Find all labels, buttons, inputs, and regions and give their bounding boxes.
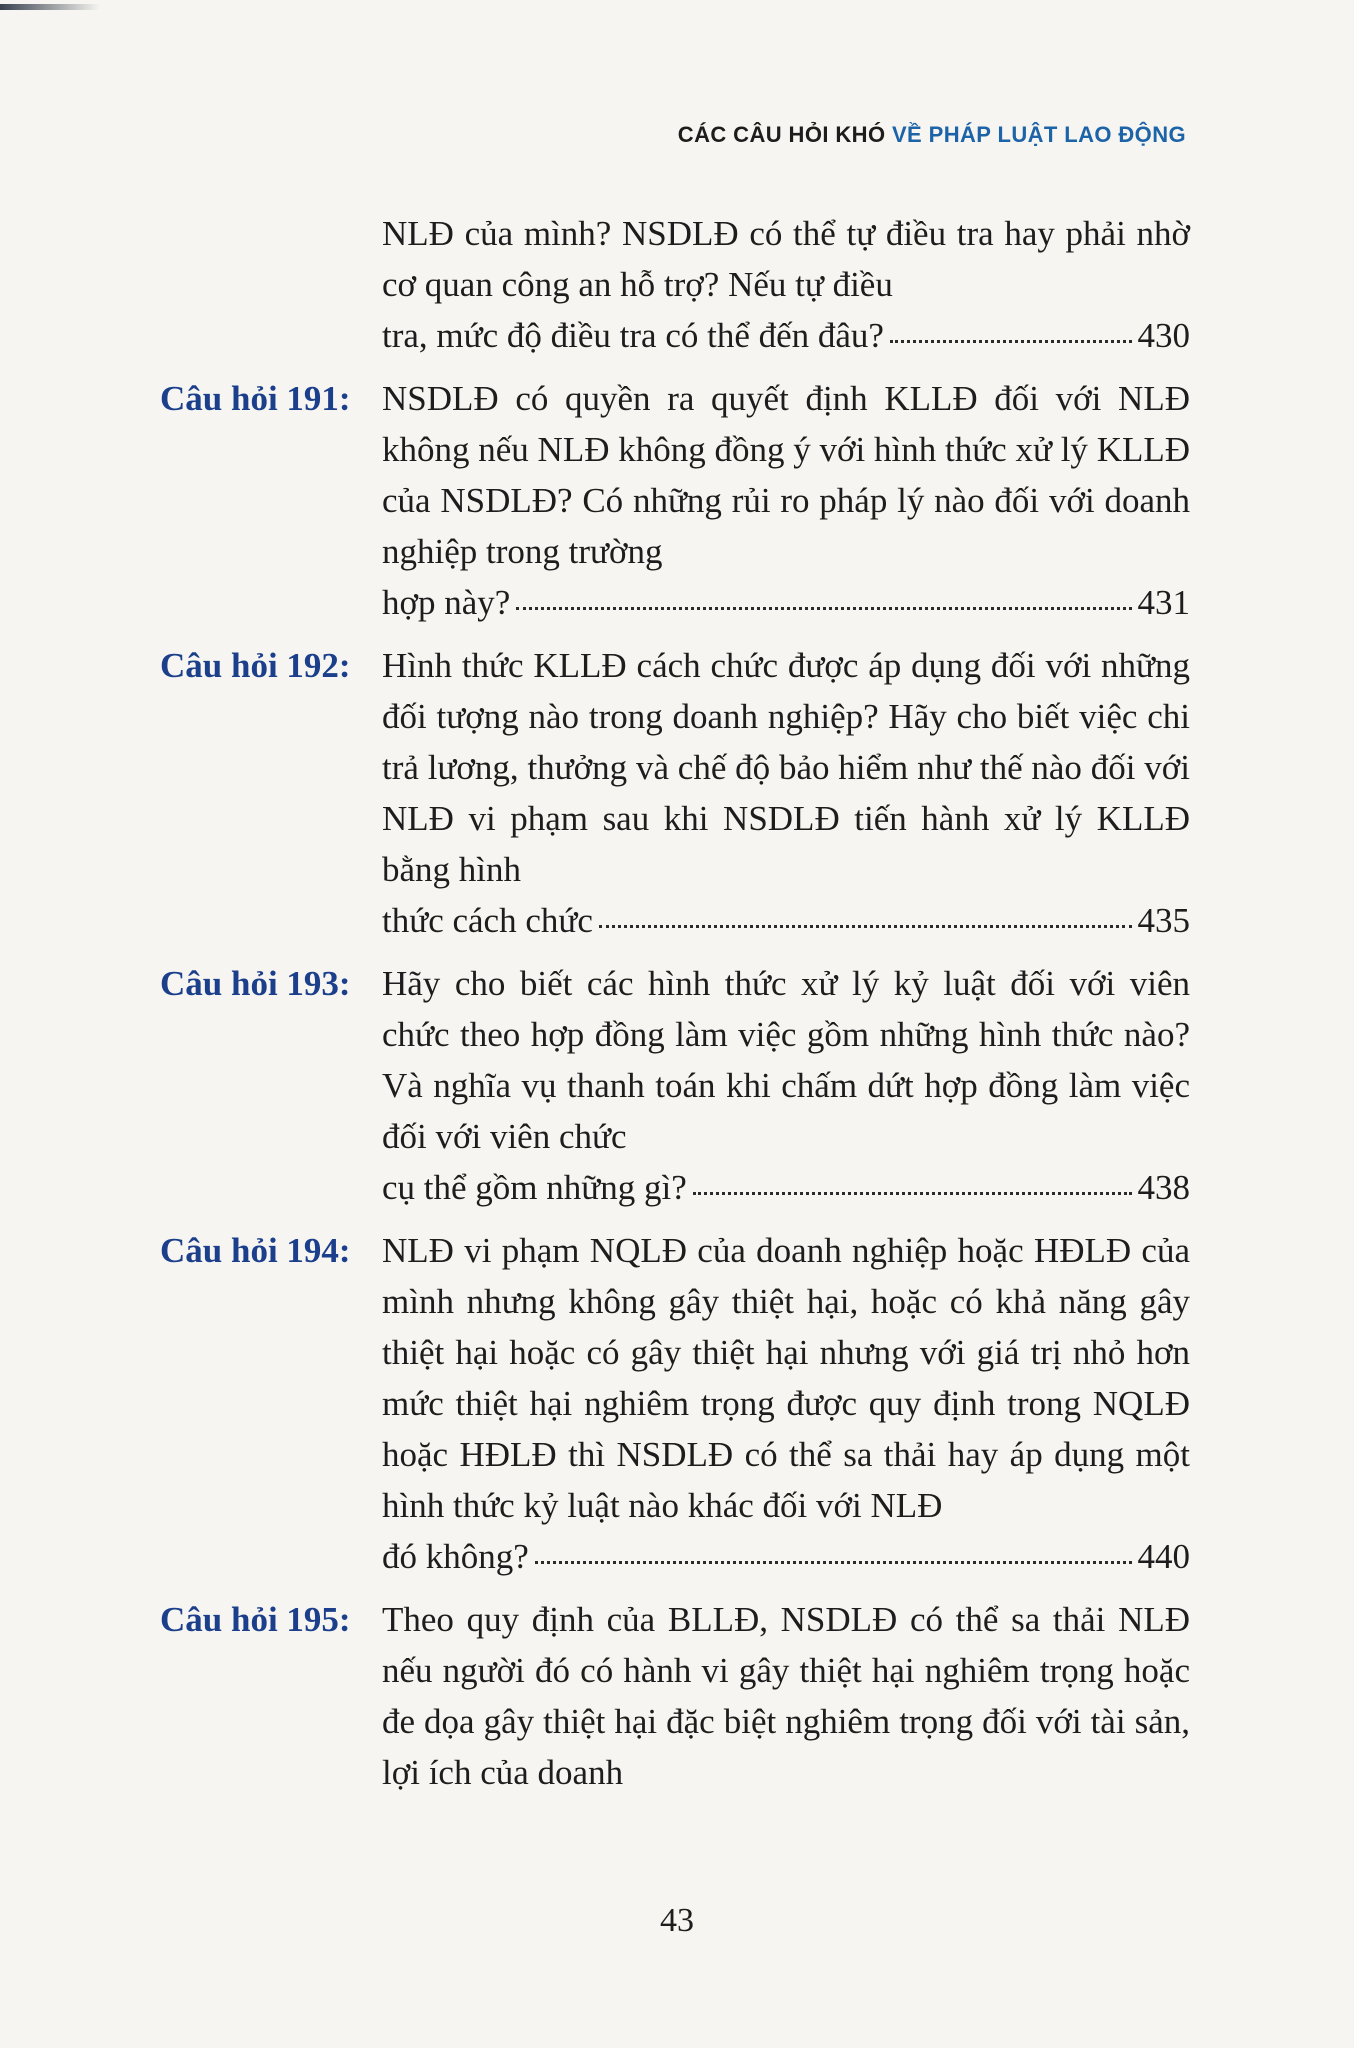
toc-entry bbox=[160, 373, 1190, 628]
running-header-part1: CÁC CÂU HỎI KHÓ bbox=[677, 122, 886, 147]
toc-entry-label: Câu hỏi 192: bbox=[160, 646, 351, 685]
toc-entry-last-line: hợp này? bbox=[382, 583, 511, 622]
corner-mark bbox=[0, 4, 100, 10]
toc-entry-last-line: đó không? bbox=[382, 1537, 529, 1576]
toc-entry-page: 431 bbox=[1137, 583, 1190, 622]
toc-entry-label bbox=[160, 208, 382, 361]
dot-leader bbox=[693, 1192, 1132, 1195]
toc-entry-label: Câu hỏi 194: bbox=[160, 1231, 351, 1270]
toc-entry bbox=[160, 640, 1190, 946]
toc-list bbox=[160, 208, 1190, 1810]
toc-entry-last-line: tra, mức độ điều tra có thể đến đâu? bbox=[382, 316, 884, 355]
running-header-part2: VỀ PHÁP LUẬT LAO ĐỘNG bbox=[891, 122, 1186, 147]
dot-leader bbox=[516, 607, 1131, 610]
toc-entry-page: 430 bbox=[1137, 316, 1190, 355]
running-header bbox=[678, 122, 1186, 148]
toc-entry-text: Hình thức KLLĐ cách chức được áp dụng đối với những đối tượng nào trong doanh nghiệp? Hãy cho biết việc chi trả lương, thưởng và chế độ bảo hiểm như thế nào đối với NLĐ vi phạm sau khi NSDLĐ tiến hành xử lý KLLĐ bằng hình bbox=[382, 646, 1190, 889]
toc-entry-last-line: cụ thể gồm những gì? bbox=[382, 1168, 687, 1207]
dot-leader bbox=[535, 1561, 1132, 1564]
toc-entry bbox=[160, 1225, 1190, 1582]
toc-entry-text: NSDLĐ có quyền ra quyết định KLLĐ đối với NLĐ không nếu NLĐ không đồng ý với hình thức xử lý KLLĐ của NSDLĐ? Có những rủi ro pháp lý nào đối với doanh nghiệp trong trường bbox=[382, 379, 1190, 571]
toc-entry-text: Theo quy định của BLLĐ, NSDLĐ có thể sa thải NLĐ nếu người đó có hành vi gây thiệt hại nghiêm trọng hoặc đe dọa gây thiệt hại đặc biệt nghiêm trọng đối với tài sản, lợi ích của doanh bbox=[382, 1600, 1190, 1792]
toc-entry bbox=[160, 208, 1190, 361]
toc-entry-label: Câu hỏi 195: bbox=[160, 1600, 351, 1639]
toc-entry-text: Hãy cho biết các hình thức xử lý kỷ luật đối với viên chức theo hợp đồng làm việc gồm những hình thức nào? Và nghĩa vụ thanh toán khi chấm dứt hợp đồng làm việc đối với viên chức bbox=[382, 964, 1190, 1156]
toc-entry-page: 440 bbox=[1137, 1537, 1190, 1576]
toc-entry-label: Câu hỏi 191: bbox=[160, 379, 351, 418]
dot-leader bbox=[599, 925, 1132, 928]
toc-entry-text: NLĐ của mình? NSDLĐ có thể tự điều tra hay phải nhờ cơ quan công an hỗ trợ? Nếu tự điều bbox=[382, 214, 1190, 304]
toc-entry bbox=[160, 958, 1190, 1213]
page-number: 43 bbox=[660, 1902, 694, 1939]
toc-entry-page: 435 bbox=[1137, 901, 1190, 940]
toc-entry-last-line: thức cách chức bbox=[382, 901, 593, 940]
dot-leader bbox=[890, 340, 1132, 343]
toc-entry-text: NLĐ vi phạm NQLĐ của doanh nghiệp hoặc HĐLĐ của mình nhưng không gây thiệt hại, hoặc có khả năng gây thiệt hại hoặc có gây thiệt hại nhưng với giá trị nhỏ hơn mức thiệt hại nghiêm trọng được quy định trong NQLĐ hoặc HĐLĐ thì NSDLĐ có thể sa thải hay áp dụng một hình thức kỷ luật nào khác đối với NLĐ bbox=[382, 1231, 1190, 1525]
toc-entry bbox=[160, 1594, 1190, 1798]
toc-entry-label: Câu hỏi 193: bbox=[160, 964, 351, 1003]
toc-entry-page: 438 bbox=[1137, 1168, 1190, 1207]
